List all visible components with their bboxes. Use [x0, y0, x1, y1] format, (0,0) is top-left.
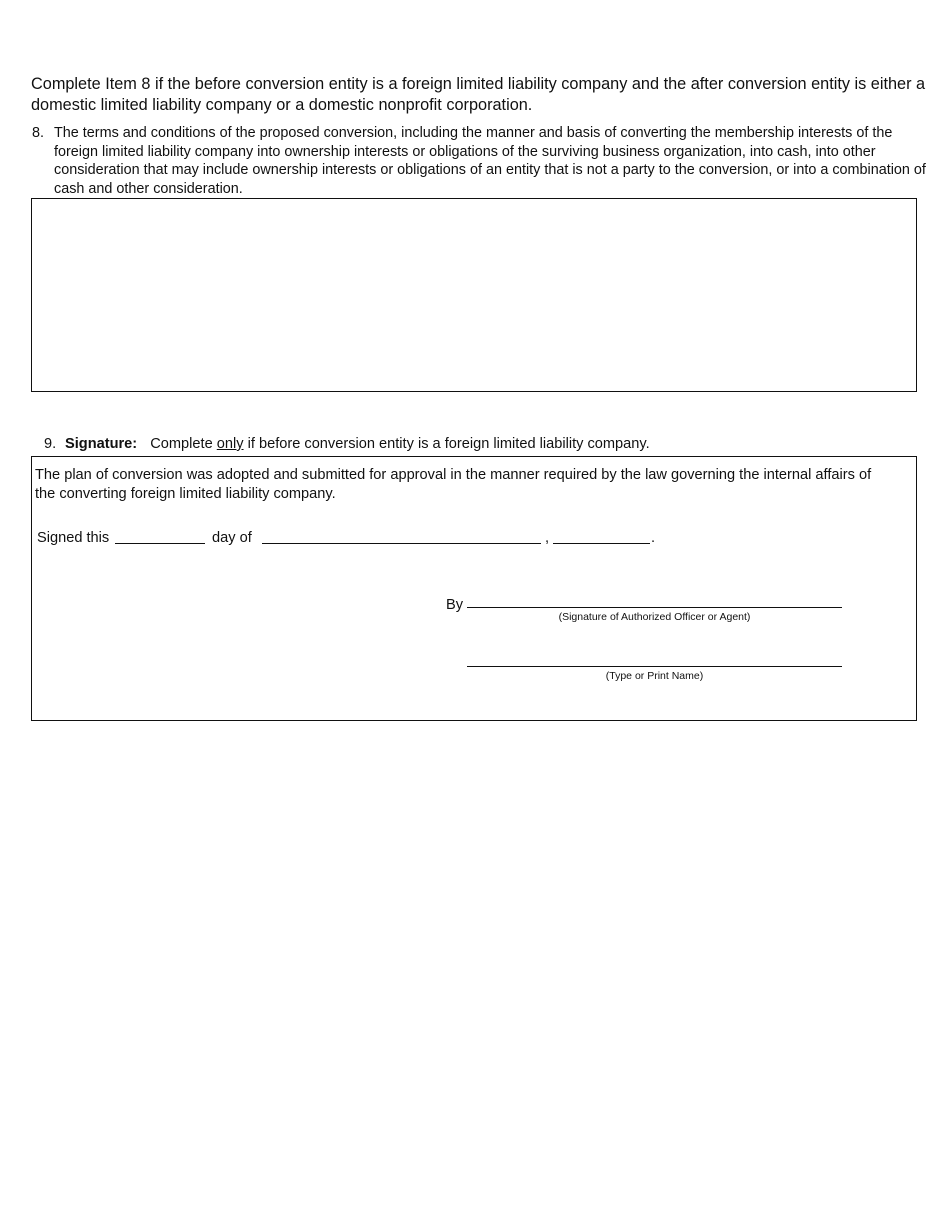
item8-intro-instruction: Complete Item 8 if the before conversion entity is a foreign limited liability company and the after conversion entity is either a domestic limited liability company or a domestic nonprofit corporation. — [31, 75, 926, 114]
item9-number: 9. — [44, 436, 57, 452]
item9-instruction-end: if before conversion entity is a foreign limited liability company. — [247, 436, 650, 452]
item9-heading — [44, 435, 924, 453]
signed-day-field[interactable] — [115, 543, 205, 544]
signed-month-field[interactable] — [262, 543, 541, 544]
signature-caption: (Signature of Authorized Officer or Agent) — [558, 611, 751, 623]
item8-number: 8. — [32, 125, 45, 141]
period-mark: . — [651, 530, 656, 546]
day-of-label: day of — [212, 530, 252, 546]
by-label: By — [446, 597, 464, 613]
item8-answer-box[interactable] — [31, 198, 917, 392]
item9-instruction-only: only — [216, 436, 244, 452]
item9-instruction-start: Complete — [150, 436, 213, 452]
signature-label: Signature: — [65, 436, 138, 452]
signature-field[interactable] — [467, 607, 842, 608]
signed-year-field[interactable] — [553, 543, 650, 544]
signed-this-label: Signed this — [37, 530, 110, 546]
item8-question: The terms and conditions of the proposed conversion, including the manner and basis of converting the membership interests of the foreign limited liability company into ownership interests or obligations of the surviving business organization, into cash, into other consideration that may include ownership interests or obligations of an entity that is not a party to the conversion, or into a combination of cash and other consideration. — [54, 125, 926, 197]
print-name-caption: (Type or Print Name) — [605, 670, 704, 682]
print-name-field[interactable] — [467, 666, 842, 667]
plan-of-conversion-statement: The plan of conversion was adopted and submitted for approval in the manner required by the law governing the internal affairs of the converting foreign limited liability company. — [35, 467, 872, 502]
comma-separator: , — [545, 530, 550, 546]
